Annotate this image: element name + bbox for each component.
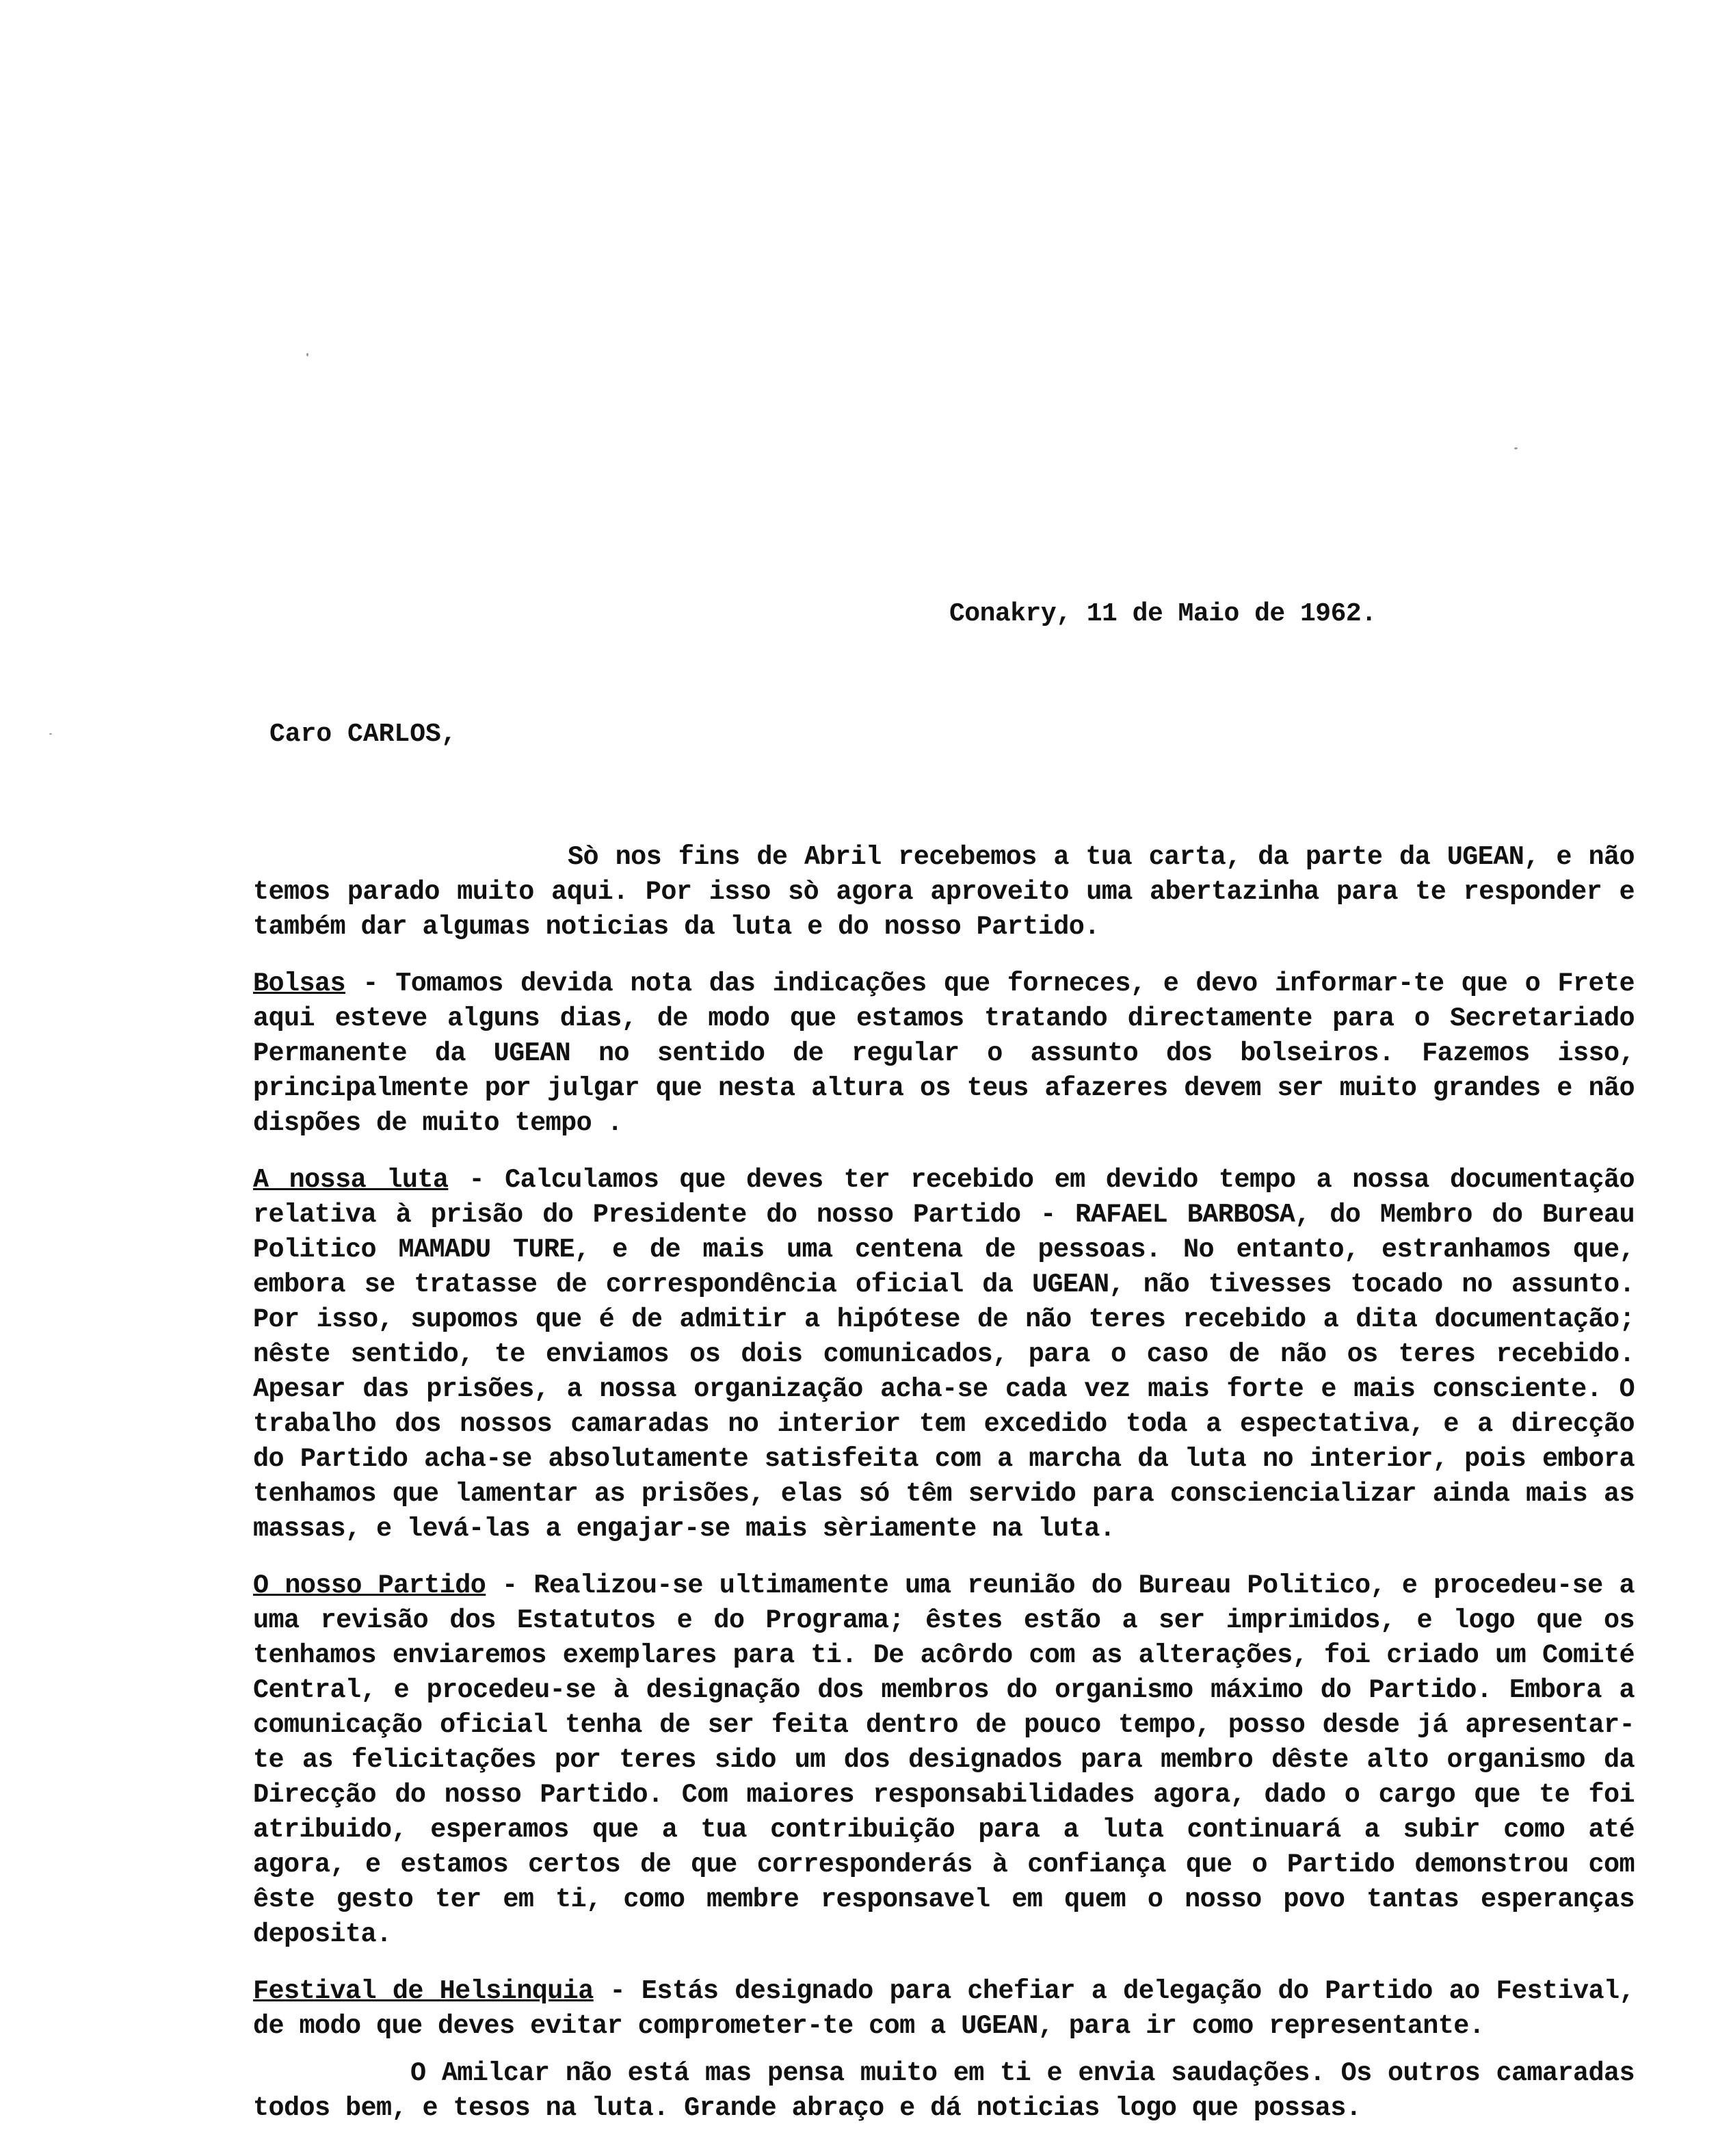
section-bolsas [253,967,1635,1141]
closing-paragraph: O Amilcar não está mas pensa muito em ti e envia saudações. Os outros camaradas todos bem, e tesos na luta. Grande abraço e dá noticias logo que possas. [253,2058,1635,2123]
section-text: - Realizou-se ultimamente uma reunião do Bureau Politico, e procedeu-se a uma revisão dos Estatutos e do Programa; êstes estão a ser imprimidos, e logo que os tenhamos enviaremos exemplares para ti. De acôrdo com as alterações, foi criado um Comité Central, e procedeu-se à designação dos membros do organismo máximo do Partido. Embora a comunicação oficial tenha de ser feita dentro de pouco tempo, posso desde já apresentar-te as felicitações por teres sido um dos designados para membro dêste alto organismo da Direcção do nosso Partido. Com maiores responsabilidades agora, dado o cargo que te foi atribuido, esperamos que a tua contribuição para a luta continuará a subir como até agora, e estamos certos de que corresponderás à confiança que o Partido demonstrou com êste gesto ter em ti, como membre responsavel em quem o nosso povo tantas esperanças deposita. [253,1570,1635,1949]
section-heading: A nossa luta [253,1165,449,1195]
section-heading: O nosso Partido [253,1570,486,1601]
section-heading: Festival de Helsinquia [253,1976,594,2006]
salutation: Caro CARLOS, [269,720,457,749]
section-heading: Bolsas [253,969,346,999]
section-a-nossa-luta [253,1163,1635,1547]
intro-paragraph: Sò nos fins de Abril recebemos a tua carta, da parte da UGEAN, e não temos parado muito aqui. Por isso sò agora aproveito uma abertazinha para te responder e também dar algumas noticias da luta e do nosso Partido. [253,842,1635,942]
section-o-nosso-partido [253,1568,1635,1952]
section-text: - Tomamos devida nota das indicações que forneces, e devo informar-te que o Frete aqui esteve alguns dias, de modo que estamos tratando directamente para o Secretariado Permanente da UGEAN no sentido de regular o assunto dos bolseiros. Fazemos isso, principalmente por julgar que nesta altura os teus afazeres devem ser muito grandes e não dispões de muito tempo . [253,969,1635,1138]
letter-body [253,840,1635,2126]
section-festival [253,1974,1635,2044]
dateline: Conakry, 11 de Maio de 1962. [949,599,1377,629]
section-text: - Calculamos que deves ter recebido em devido tempo a nossa documentação relativa à prisão do Presidente do nosso Partido - RAFAEL BARBOSA, do Membro do Bureau Politico MAMADU TURE, e de mais uma centena de pessoas. No entanto, estranhamos que, embora se tratasse de correspondência oficial da UGEAN, não tivesses tocado no assunto. Por isso, supomos que é de admitir a hipótese de não teres recebido a dita documentação; nêste sentido, te enviamos os dois comunicados, para o caso de não os teres recebido. Apesar das prisões, a nossa organização acha-se cada vez mais forte e mais consciente. O trabalho dos nossos camaradas no interior tem excedido toda a espectativa, e a direcção do Partido acha-se absolutamente satisfeita com a marcha da luta no interior, pois embora tenhamos que lamentar as prisões, elas só têm servido para consciencializar ainda mais as massas, e levá-las a engajar-se mais sèriamente na luta. [253,1165,1635,1544]
section-text: - Estás designado para chefiar a delegação do Partido ao Festival, de modo que deves evitar comprometer-te com a UGEAN, para ir como representante. [253,1976,1635,2041]
